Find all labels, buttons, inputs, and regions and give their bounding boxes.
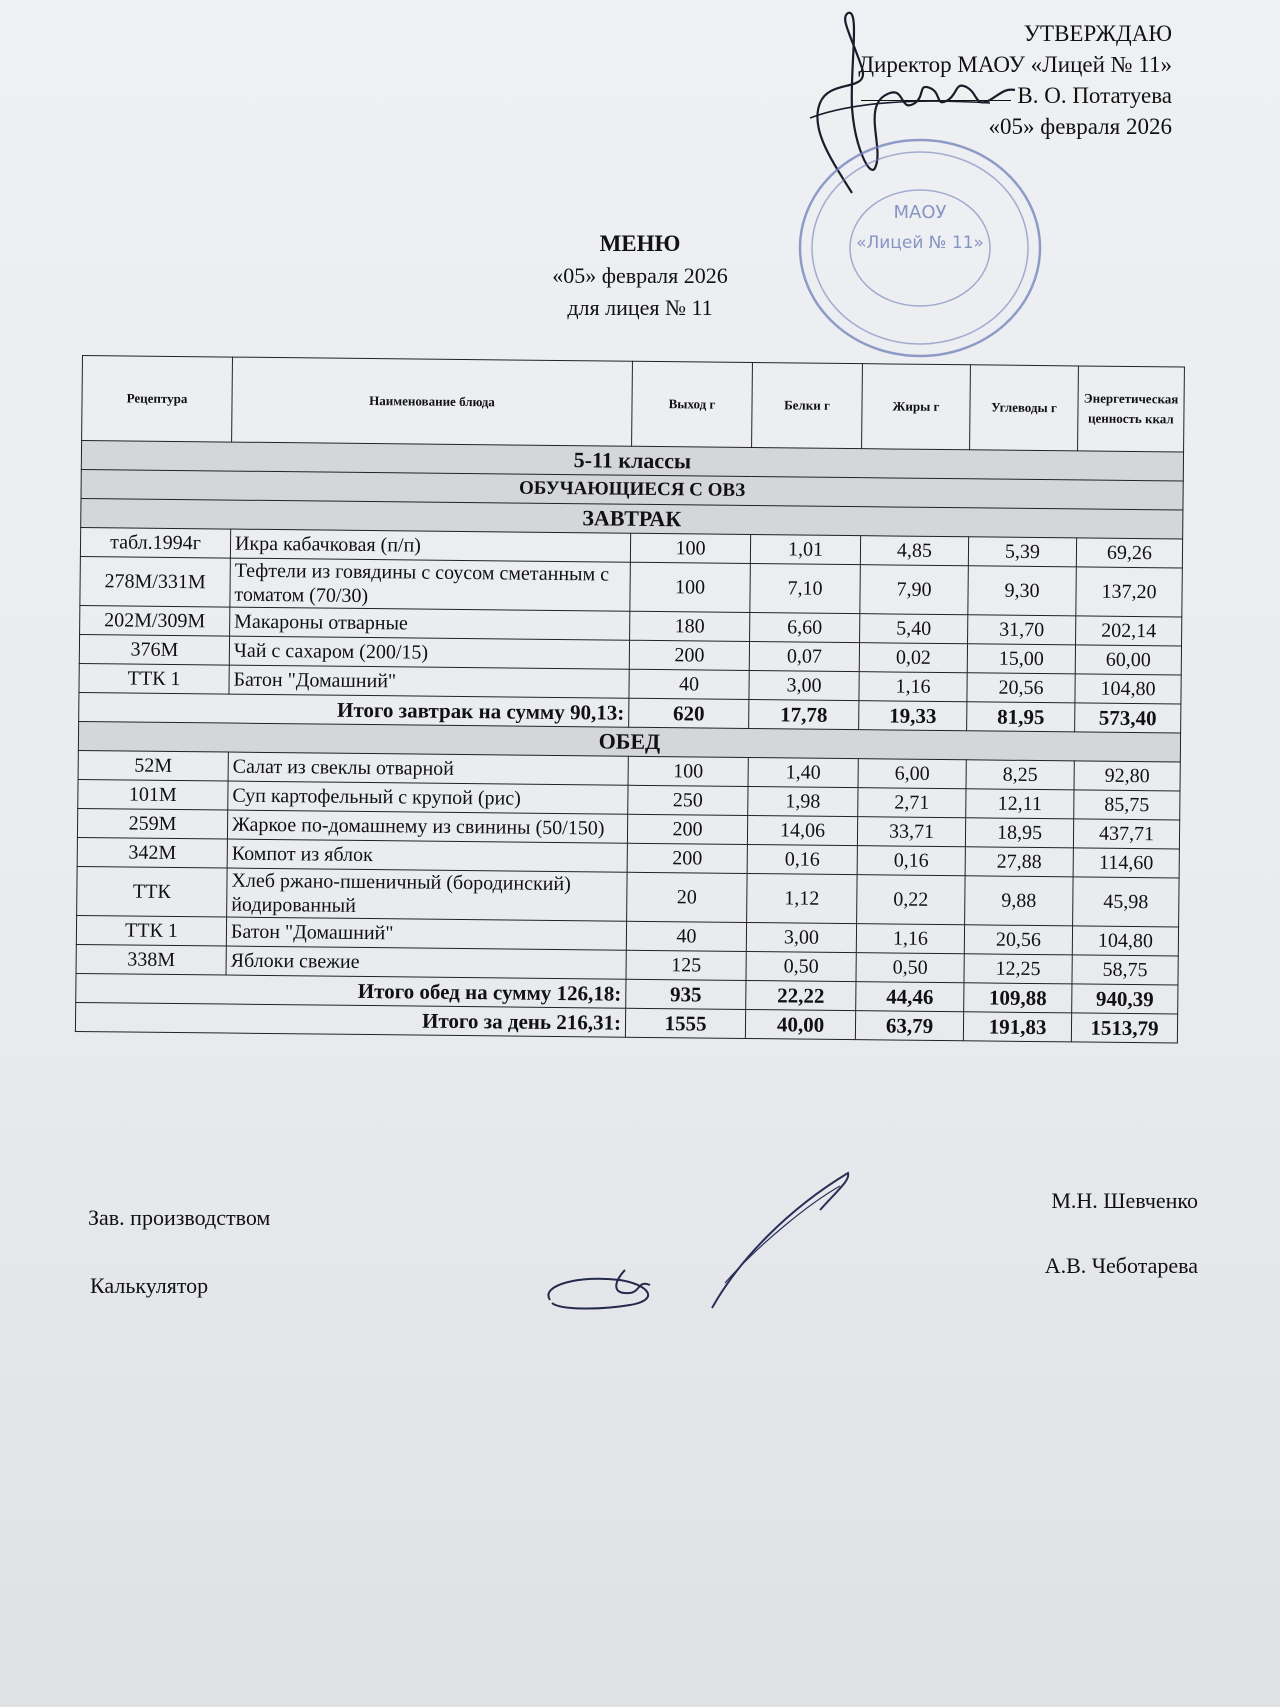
protein-cell: 7,10 [750,564,861,614]
output-cell: 250 [628,785,748,815]
production-signature [700,1168,860,1313]
carbs-cell: 8,25 [966,760,1074,790]
kcal-cell: 60,00 [1075,645,1181,675]
protein-cell: 3,00 [746,922,856,952]
protein-cell: 3,00 [749,671,859,701]
dish-name-cell: Батон "Домашний" [229,665,629,698]
total-prot: 40,00 [745,1009,855,1039]
protein-cell: 0,16 [747,844,857,874]
output-cell: 200 [629,640,749,670]
total-out: 1555 [625,1008,745,1038]
dish-name-cell: Салат из свеклы отварной [228,752,628,785]
dish-name-cell: Икра кабачковая (п/п) [230,529,630,562]
fat-cell: 0,02 [859,643,967,673]
lunch-title: ОБЕД [78,721,1180,762]
dish-name-cell: Макароны отварные [230,607,630,640]
dish-name-cell: Тефтели из говядины с соусом сметанным с томатом (70/30) [230,558,630,611]
output-cell: 40 [626,921,746,951]
protein-cell: 1,40 [748,757,858,787]
breakfast-title: ЗАВТРАК [81,498,1183,539]
total-fat: 63,79 [855,1011,963,1041]
carbs-cell: 12,25 [964,954,1072,984]
fat-cell: 5,40 [860,614,968,644]
carbs-cell: 5,39 [968,537,1076,567]
dish-name-cell: Яблоки свежие [226,946,626,979]
output-cell: 125 [626,950,746,980]
footer-name-calculator: А.В. Чеботарева [1044,1253,1198,1278]
col-header: Выход г [632,361,753,447]
breakfast-rows [79,527,1183,704]
group-label: 5-11 классы [81,441,1183,482]
dish-name-cell: Батон "Домашний" [226,917,626,950]
carbs-cell: 12,11 [966,789,1074,819]
carbs-cell: 15,00 [967,644,1075,674]
approval-position: Директор МАОУ «Лицей № 11» [858,52,1172,77]
total-label: Итого за день 216,31: [75,1002,625,1037]
kcal-cell: 69,26 [1076,538,1182,568]
total-fat: 19,33 [859,701,967,731]
recipe-cell: ТТК 1 [76,915,226,946]
total-fat: 44,46 [856,982,964,1012]
recipe-cell: ТТК [77,866,228,917]
kcal-cell: 85,75 [1074,790,1180,820]
lunch-rows [76,750,1180,985]
protein-cell: 1,12 [747,873,858,923]
total-prot: 17,78 [749,700,859,730]
kcal-cell: 104,80 [1075,674,1181,704]
output-cell: 100 [630,533,750,563]
total-kcal: 1513,79 [1071,1013,1177,1043]
protein-cell: 0,50 [746,951,856,981]
kcal-cell: 114,60 [1073,848,1179,878]
kcal-cell: 202,14 [1076,616,1182,646]
carbs-cell: 20,56 [964,925,1072,955]
total-kcal: 573,40 [1075,703,1181,733]
output-cell: 40 [629,669,749,699]
col-header: Рецептура [82,356,233,443]
output-cell: 20 [627,872,748,922]
calculator-signature [540,1255,690,1315]
fat-cell: 7,90 [860,565,969,615]
kcal-cell: 104,80 [1072,926,1178,956]
total-kcal: 940,39 [1072,984,1178,1014]
carbs-cell: 9,88 [965,876,1074,926]
protein-cell: 1,98 [748,786,858,816]
carbs-cell: 20,56 [967,673,1075,703]
dish-name-cell: Компот из яблок [227,839,627,872]
recipe-cell: 202М/309М [80,605,230,636]
recipe-cell: 101М [78,779,228,810]
carbs-cell: 27,88 [965,847,1073,877]
recipe-cell: ТТК 1 [79,663,229,694]
menu-table [75,355,1185,1044]
total-carb: 191,83 [963,1012,1071,1042]
recipe-cell: 278М/331М [80,556,231,607]
col-header: Углеводы г [970,365,1079,451]
approval-date: «05» февраля 2026 [988,114,1172,139]
fat-cell: 1,16 [859,672,967,702]
fat-cell: 0,16 [857,846,965,876]
fat-cell: 33,71 [857,817,965,847]
dish-name-cell: Суп картофельный с крупой (рис) [228,781,628,814]
total-out: 935 [626,979,746,1009]
output-cell: 200 [627,843,747,873]
fat-cell: 4,85 [860,536,968,566]
footer-name-production: М.Н. Шевченко [1051,1188,1198,1213]
recipe-cell: 338М [76,944,226,975]
col-header: Энергетическая ценность ккал [1078,366,1185,452]
recipe-cell: 342М [77,837,227,868]
svg-text:«Лицей № 11»: «Лицей № 11» [856,233,984,253]
total-carb: 109,88 [964,983,1072,1013]
carbs-cell: 31,70 [968,615,1076,645]
kcal-cell: 137,20 [1076,567,1183,617]
total-prot: 22,22 [746,980,856,1010]
fat-cell: 0,50 [856,953,964,983]
recipe-cell: табл.1994г [80,527,230,558]
protein-cell: 1,01 [750,535,860,565]
output-cell: 200 [627,814,747,844]
kcal-cell: 45,98 [1073,877,1180,927]
total-out: 620 [629,698,749,728]
menu-title: МЕНЮ [599,231,681,256]
recipe-cell: 376М [79,634,229,665]
fat-cell: 6,00 [858,759,966,789]
dish-name-cell: Чай с сахаром (200/15) [229,636,629,669]
carbs-cell: 9,30 [968,566,1077,616]
col-header: Жиры г [862,364,971,450]
table-header-row [82,356,1185,453]
menu-date: «05» февраля 2026 [552,263,728,288]
output-cell: 100 [630,562,751,612]
kcal-cell: 437,71 [1073,819,1179,849]
protein-cell: 0,07 [749,642,859,672]
output-cell: 180 [630,611,750,641]
fat-cell: 1,16 [856,924,964,954]
total-carb: 81,95 [967,702,1075,732]
footer-role-calculator: Калькулятор [90,1273,209,1298]
carbs-cell: 18,95 [965,818,1073,848]
svg-text:МАОУ: МАОУ [893,202,947,223]
recipe-cell: 259М [77,808,227,839]
approval-heading: УТВЕРЖДАЮ [1023,21,1172,46]
kcal-cell: 92,80 [1074,761,1180,791]
protein-cell: 6,60 [750,613,860,643]
col-header: Наименование блюда [232,357,633,446]
col-header: Белки г [752,363,863,449]
total-label: Итого завтрак на сумму 90,13: [79,692,629,727]
kcal-cell: 58,75 [1072,955,1178,985]
category-label: ОБУЧАЮЩИЕСЯ С ОВЗ [81,469,1183,510]
recipe-cell: 52М [78,750,228,781]
total-label: Итого обед на сумму 126,18: [76,973,626,1008]
protein-cell: 14,06 [747,815,857,845]
footer-role-production: Зав. производством [88,1205,271,1230]
approval-name: В. О. Потатуева [1017,83,1172,108]
menu-subtitle: для лицея № 11 [567,295,713,320]
dish-name-cell: Жаркое по-домашнему из свинины (50/150) [227,810,627,843]
dish-name-cell: Хлеб ржано-пшеничный (бородинский) йодированный [227,868,627,921]
menu-title-block [0,228,1280,324]
fat-cell: 2,71 [858,788,966,818]
output-cell: 100 [628,756,748,786]
fat-cell: 0,22 [857,875,966,925]
